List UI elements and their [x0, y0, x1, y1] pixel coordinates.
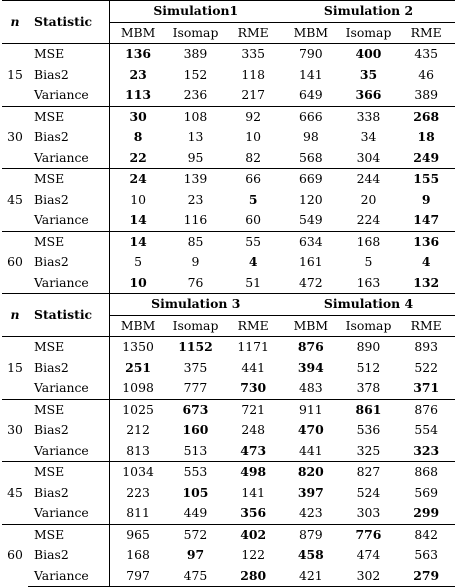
value-cell: 513 — [183, 442, 208, 458]
value-cell: 141 — [241, 484, 265, 500]
statistic-label: Variance — [28, 273, 109, 294]
value-cell: 563 — [414, 547, 438, 562]
method-header: MBM — [293, 317, 329, 333]
value-cell: 212 — [126, 422, 150, 437]
value-cell: 5 — [248, 191, 258, 207]
simulation-header: Simulation1 — [109, 1, 282, 23]
value-cell: 4 — [421, 254, 431, 269]
value-cell: 20 — [360, 191, 377, 207]
value-cell: 136 — [109, 44, 167, 65]
value-cell: 554 — [414, 422, 438, 437]
simulation-results-table — [2, 0, 455, 587]
value-cell: 893 — [397, 337, 455, 358]
value-cell: 155 — [397, 169, 455, 190]
value-cell: 572 — [167, 524, 225, 545]
n-value: 30 — [2, 106, 28, 169]
value-cell: 879 — [282, 524, 340, 545]
value-cell: 35 — [359, 66, 378, 82]
value-cell: 553 — [167, 462, 225, 483]
value-cell: 458 — [297, 547, 324, 562]
value-cell: 876 — [397, 399, 455, 420]
statistic-label: Variance — [28, 85, 109, 106]
value-cell: 152 — [183, 66, 208, 82]
method-header: MBM — [120, 317, 156, 333]
value-cell: 776 — [340, 524, 398, 545]
value-cell: 51 — [245, 274, 262, 290]
value-cell: 1034 — [109, 462, 167, 483]
table-row — [2, 127, 455, 148]
n-value: 15 — [2, 44, 28, 107]
value-cell: 163 — [356, 274, 381, 290]
value-cell: 483 — [299, 380, 323, 395]
table-row — [2, 169, 455, 190]
statistic-label: MSE — [28, 44, 109, 65]
value-cell: 475 — [167, 566, 225, 587]
header-row-simulations — [2, 1, 455, 23]
value-cell: 4 — [248, 254, 258, 269]
value-cell: 30 — [109, 106, 167, 127]
value-cell: 378 — [356, 380, 381, 395]
value-cell: 820 — [282, 462, 340, 483]
value-cell: 1098 — [122, 380, 154, 395]
statistic-label: Variance — [28, 148, 109, 169]
value-cell: 335 — [224, 44, 282, 65]
value-cell: 649 — [299, 87, 323, 102]
value-cell: 9 — [421, 191, 431, 207]
value-cell: 400 — [340, 44, 398, 65]
value-cell: 389 — [167, 44, 225, 65]
value-cell: 141 — [299, 66, 323, 82]
value-cell: 5 — [134, 254, 143, 269]
value-cell: 23 — [187, 191, 204, 207]
statistic-label: MSE — [28, 399, 109, 420]
value-cell: 797 — [109, 566, 167, 587]
value-cell: 356 — [240, 505, 267, 520]
value-cell: 236 — [183, 87, 208, 102]
statistic-label: Bias2 — [28, 65, 109, 86]
value-cell: 118 — [241, 66, 265, 82]
value-cell: 108 — [167, 106, 225, 127]
value-cell: 965 — [109, 524, 167, 545]
value-cell: 223 — [126, 484, 150, 500]
value-cell: 470 — [297, 422, 324, 437]
value-cell: 299 — [413, 505, 440, 520]
statistic-label: MSE — [28, 106, 109, 127]
value-cell: 280 — [224, 566, 282, 587]
value-cell: 85 — [167, 231, 225, 252]
value-cell: 375 — [183, 359, 208, 375]
value-cell: 55 — [224, 231, 282, 252]
value-cell: 669 — [282, 169, 340, 190]
value-cell: 861 — [340, 399, 398, 420]
value-cell: 97 — [186, 547, 205, 562]
table-row — [2, 106, 455, 127]
value-cell: 304 — [356, 149, 381, 165]
value-cell: 10 — [130, 191, 146, 207]
statistic-label: MSE — [28, 231, 109, 252]
value-cell: 18 — [417, 129, 435, 144]
value-cell: 10 — [245, 129, 262, 144]
n-value: 30 — [2, 399, 28, 462]
value-cell: 34 — [360, 129, 377, 144]
statistic-label: Bias2 — [28, 127, 109, 148]
column-header-n: n — [2, 294, 28, 337]
value-cell: 168 — [126, 547, 150, 562]
method-header: RME — [237, 24, 269, 40]
n-value: 60 — [2, 524, 28, 587]
value-cell: 338 — [340, 106, 398, 127]
value-cell: 366 — [355, 87, 382, 102]
value-cell: 279 — [397, 566, 455, 587]
table-row — [2, 148, 455, 169]
statistic-label: Bias2 — [28, 252, 109, 273]
value-cell: 389 — [414, 87, 438, 102]
header-row-simulations — [2, 294, 455, 316]
value-cell: 22 — [129, 149, 147, 165]
value-cell: 82 — [245, 149, 262, 165]
value-cell: 911 — [282, 399, 340, 420]
value-cell: 5 — [364, 254, 373, 269]
table-row — [2, 337, 455, 358]
method-header: Isomap — [172, 24, 219, 40]
table-row — [2, 545, 455, 566]
value-cell: 666 — [282, 106, 340, 127]
value-cell: 24 — [109, 169, 167, 190]
value-cell: 248 — [241, 422, 265, 437]
table-row — [2, 190, 455, 211]
table-row — [2, 483, 455, 504]
value-cell: 449 — [183, 505, 208, 520]
value-cell: 827 — [340, 462, 398, 483]
value-cell: 136 — [397, 231, 455, 252]
value-cell: 147 — [413, 212, 440, 227]
table-row — [2, 358, 455, 379]
value-cell: 120 — [299, 191, 323, 207]
value-cell: 721 — [224, 399, 282, 420]
statistic-label: Variance — [28, 566, 109, 587]
n-value: 45 — [2, 462, 28, 525]
value-cell: 441 — [241, 359, 265, 375]
value-cell: 524 — [356, 484, 381, 500]
table-row — [2, 566, 455, 587]
value-cell: 568 — [299, 149, 323, 165]
value-cell: 251 — [125, 359, 152, 375]
value-cell: 95 — [187, 149, 204, 165]
value-cell: 790 — [282, 44, 340, 65]
value-cell: 268 — [397, 106, 455, 127]
table-row — [2, 252, 455, 273]
value-cell: 522 — [414, 359, 438, 375]
method-header: RME — [410, 24, 442, 40]
value-cell: 634 — [282, 231, 340, 252]
value-cell: 1350 — [109, 337, 167, 358]
value-cell: 161 — [299, 254, 323, 269]
value-cell: 14 — [129, 212, 147, 227]
value-cell: 1171 — [224, 337, 282, 358]
value-cell: 303 — [356, 505, 381, 520]
table-row — [2, 210, 455, 231]
value-cell: 435 — [397, 44, 455, 65]
value-cell: 890 — [340, 337, 398, 358]
n-value: 45 — [2, 169, 28, 232]
table-row — [2, 85, 455, 106]
table-row — [2, 524, 455, 545]
table-row — [2, 65, 455, 86]
value-cell: 139 — [167, 169, 225, 190]
table-row — [2, 231, 455, 252]
table-row — [2, 378, 455, 399]
value-cell: 569 — [414, 484, 438, 500]
value-cell: 13 — [187, 129, 204, 144]
statistic-label: Bias2 — [28, 420, 109, 441]
value-cell: 325 — [356, 442, 381, 458]
table-row — [2, 399, 455, 420]
value-cell: 66 — [224, 169, 282, 190]
value-cell: 116 — [183, 212, 208, 227]
value-cell: 217 — [241, 87, 265, 102]
value-cell: 473 — [240, 442, 267, 458]
method-header: MBM — [293, 24, 329, 40]
value-cell: 122 — [241, 547, 265, 562]
statistic-label: Variance — [28, 503, 109, 524]
value-cell: 244 — [340, 169, 398, 190]
column-header-statistic: Statistic — [28, 294, 109, 337]
value-cell: 868 — [397, 462, 455, 483]
method-header: Isomap — [345, 317, 392, 333]
value-cell: 402 — [224, 524, 282, 545]
value-cell: 224 — [356, 212, 381, 227]
value-cell: 730 — [240, 380, 267, 395]
method-header: Isomap — [172, 317, 219, 333]
value-cell: 498 — [224, 462, 282, 483]
statistic-label: MSE — [28, 462, 109, 483]
table-row — [2, 441, 455, 462]
value-cell: 8 — [133, 129, 143, 144]
value-cell: 9 — [191, 254, 200, 269]
value-cell: 842 — [397, 524, 455, 545]
statistic-label: Variance — [28, 441, 109, 462]
statistic-label: Variance — [28, 378, 109, 399]
value-cell: 777 — [183, 380, 208, 395]
simulation-header: Simulation 4 — [282, 294, 455, 316]
value-cell: 249 — [413, 149, 440, 165]
value-cell: 394 — [297, 359, 324, 375]
value-cell: 673 — [167, 399, 225, 420]
table-row — [2, 503, 455, 524]
value-cell: 811 — [126, 505, 150, 520]
value-cell: 132 — [413, 274, 440, 290]
table-body — [2, 1, 455, 587]
value-cell: 302 — [340, 566, 398, 587]
method-header: RME — [410, 317, 442, 333]
value-cell: 323 — [413, 442, 440, 458]
table-row — [2, 273, 455, 294]
method-header: MBM — [120, 24, 156, 40]
simulation-header: Simulation 2 — [282, 1, 455, 23]
statistic-label: Bias2 — [28, 190, 109, 211]
value-cell: 1152 — [167, 337, 225, 358]
results-table-page — [2, 0, 455, 583]
value-cell: 549 — [299, 212, 323, 227]
value-cell: 423 — [299, 505, 323, 520]
method-header: RME — [237, 317, 269, 333]
value-cell: 10 — [129, 274, 147, 290]
value-cell: 168 — [340, 231, 398, 252]
column-header-n: n — [2, 1, 28, 44]
value-cell: 113 — [125, 87, 152, 102]
value-cell: 813 — [126, 442, 150, 458]
value-cell: 536 — [356, 422, 381, 437]
value-cell: 371 — [413, 380, 440, 395]
table-row — [2, 44, 455, 65]
table-row — [2, 420, 455, 441]
value-cell: 1025 — [109, 399, 167, 420]
value-cell: 160 — [182, 422, 209, 437]
statistic-label: MSE — [28, 169, 109, 190]
statistic-label: MSE — [28, 524, 109, 545]
table-row — [2, 462, 455, 483]
value-cell: 46 — [418, 66, 435, 82]
statistic-label: Bias2 — [28, 483, 109, 504]
simulation-header: Simulation 3 — [109, 294, 282, 316]
value-cell: 421 — [282, 566, 340, 587]
value-cell: 92 — [224, 106, 282, 127]
value-cell: 441 — [299, 442, 323, 458]
value-cell: 14 — [109, 231, 167, 252]
method-header: Isomap — [345, 24, 392, 40]
value-cell: 474 — [356, 547, 381, 562]
n-value: 60 — [2, 231, 28, 294]
statistic-label: Bias2 — [28, 545, 109, 566]
value-cell: 105 — [182, 484, 209, 500]
value-cell: 472 — [299, 274, 323, 290]
value-cell: 76 — [187, 274, 204, 290]
statistic-label: Bias2 — [28, 358, 109, 379]
value-cell: 397 — [297, 484, 324, 500]
n-value: 15 — [2, 337, 28, 400]
statistic-label: Variance — [28, 210, 109, 231]
value-cell: 98 — [302, 129, 319, 144]
value-cell: 512 — [356, 359, 381, 375]
value-cell: 23 — [129, 66, 147, 82]
statistic-label: MSE — [28, 337, 109, 358]
value-cell: 60 — [245, 212, 262, 227]
column-header-statistic: Statistic — [28, 1, 109, 44]
value-cell: 876 — [282, 337, 340, 358]
